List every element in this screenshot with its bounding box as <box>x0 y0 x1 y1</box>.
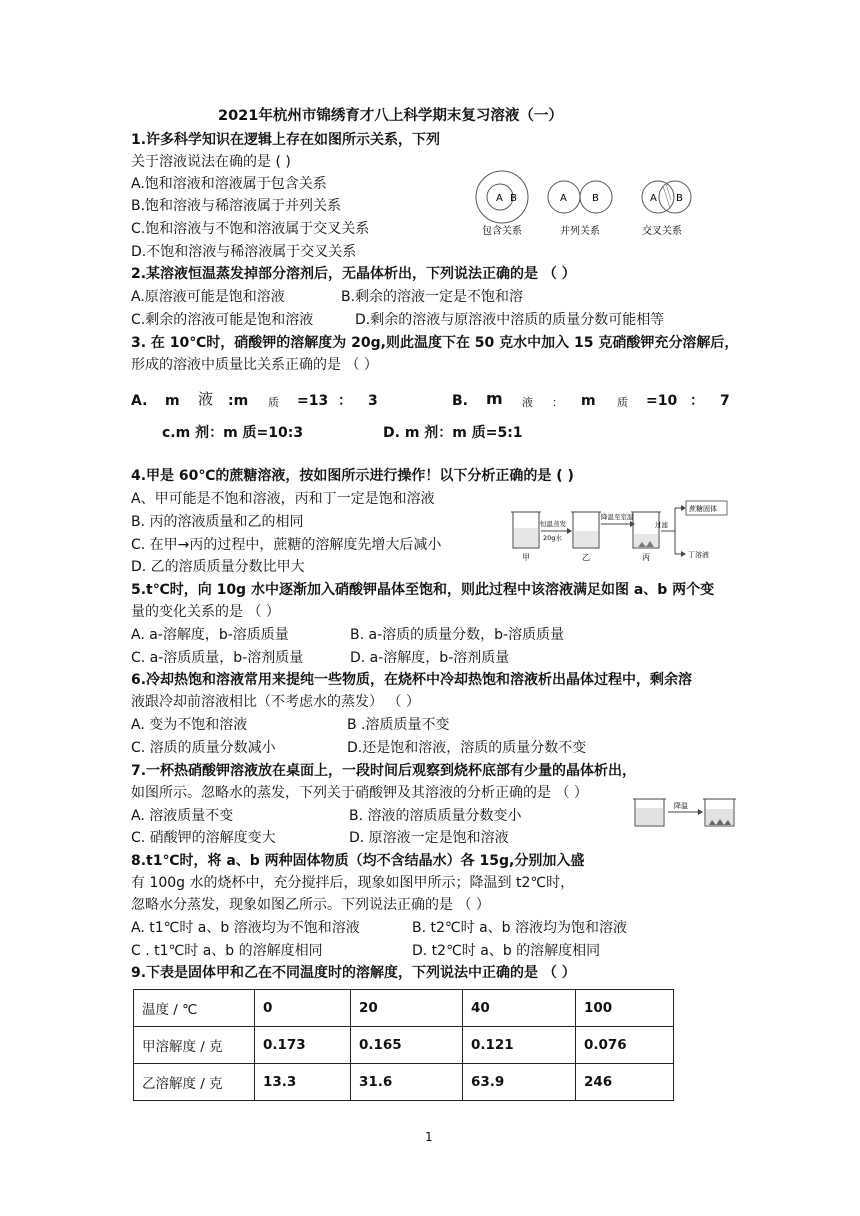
step-evaporate-label: 恒温蒸发 <box>540 520 566 528</box>
intersect-caption: 交叉关系 <box>642 226 682 237</box>
q4-process-diagram <box>505 498 730 566</box>
q2-option-a: A.原溶液可能是饱和溶液 <box>131 289 285 305</box>
q8-option-b: B. t2℃时 a、b 溶液均为饱和溶液 <box>412 920 627 936</box>
q7-stem-line1: 7.一杯热硝酸钾溶液放在桌面上，一段时间后观察到烧杯底部有少量的晶体析出， <box>131 763 637 779</box>
q3-b-solution: 液 <box>522 396 533 409</box>
table-header-yi: 乙溶解度 / 克 <box>134 1064 255 1101</box>
q6-stem-line1: 6.冷却热饱和溶液常用来提纯一些物质，在烧杯中冷却热饱和溶液析出晶体过程中，剩余溶 <box>131 672 693 688</box>
q4-stem: 4.甲是 60℃的蔗糖溶液，按如图所示进行操作！以下分析正确的是 ( ) <box>131 468 574 484</box>
table-header-jia: 甲溶解度 / 克 <box>134 1027 255 1064</box>
q3-a-m2: :m <box>228 393 249 409</box>
q2-option-d: D.剩余的溶液与原溶液中溶质的质量分数可能相等 <box>355 312 665 328</box>
q4-option-b: B. 丙的溶液质量和乙的相同 <box>131 514 304 530</box>
q3-b-10: =10 <box>646 393 678 409</box>
q3-option-c: c.m 剂：m 质=10:3 <box>162 425 304 441</box>
step-evaporate-sub: 20g水 <box>543 534 562 542</box>
q9-stem: 9.下表是固体甲和乙在不同温度时的溶解度，下列说法中正确的是 （ ） <box>131 965 576 981</box>
table-row <box>134 1064 674 1101</box>
q8-option-a: A. t1℃时 a、b 溶液均为不饱和溶液 <box>131 920 360 936</box>
q8-option-d: D. t2℃时 a、b 的溶解度相同 <box>412 943 601 959</box>
table-row <box>134 1027 674 1064</box>
table-cell: 13.3 <box>255 1064 351 1101</box>
beaker-label-yi: 乙 <box>582 553 590 562</box>
parallel-label-b: B <box>592 193 599 204</box>
q3-b-colon2: ： <box>690 393 704 409</box>
q3-a-3: 3 <box>368 393 378 409</box>
q1-option-d: D.不饱和溶液与稀溶液属于交叉关系 <box>131 244 357 260</box>
intersect-label-a: A <box>650 193 657 204</box>
q3-a-colon: ： <box>338 393 352 409</box>
intersect-label-b: B <box>676 193 683 204</box>
q6-option-c: C. 溶质的质量分数减小 <box>131 740 276 756</box>
q1-option-c: C.饱和溶液与不饱和溶液属于交叉关系 <box>131 221 370 237</box>
table-row <box>134 990 674 1027</box>
document-title: 2021年杭州市锦绣育才八上科学期末复习溶液（一） <box>218 108 563 124</box>
q4-option-c: C. 在甲→丙的过程中，蔗糖的溶解度先增大后减小 <box>131 537 442 553</box>
step-cool-label: 降温至室温 <box>601 513 634 521</box>
q8-stem-line1: 8.t1℃时，将 a、b 两种固体物质（均不含结晶水）各 15g,分别加入盛 <box>131 853 585 869</box>
include-caption: 包含关系 <box>482 226 522 237</box>
q4-option-a: A、甲可能是不饱和溶液，丙和丁一定是饱和溶液 <box>131 491 435 507</box>
table-cell: 0.121 <box>463 1027 576 1064</box>
q3-b-letter: B. <box>452 393 468 409</box>
q3-b-solute: 质 <box>617 396 628 409</box>
q6-option-a: A. 变为不饱和溶液 <box>131 717 248 733</box>
q3-option-d: D. m 剂：m 质=5:1 <box>383 425 523 441</box>
q5-option-d: D. a-溶解度，b-溶剂质量 <box>350 650 510 666</box>
q8-stem-line2: 有 100g 水的烧杯中，充分搅拌后，现象如图甲所示；降温到 t2℃时， <box>131 875 575 891</box>
include-label-a: A <box>496 193 503 204</box>
output-solution-label: 丁溶液 <box>688 551 709 559</box>
q3-stem-line2: 形成的溶液中质量比关系正确的是 （ ） <box>131 357 378 373</box>
parallel-caption: 并列关系 <box>560 226 600 237</box>
q3-stem-line1: 3. 在 10℃时，硝酸钾的溶解度为 20g,则此温度下在 50 克水中加入 15 克硝酸钾充分溶解后， <box>131 335 739 351</box>
q3-b-7: 7 <box>720 393 730 409</box>
q7-option-d: D. 原溶液一定是饱和溶液 <box>349 830 509 846</box>
q1-option-b: B.饱和溶液与稀溶液属于并列关系 <box>131 198 342 214</box>
table-cell: 0.173 <box>255 1027 351 1064</box>
q1-relation-diagram <box>470 168 710 240</box>
q1-stem-line1: 1.许多科学知识在逻辑上存在如图所示关系，下列 <box>131 132 441 148</box>
include-label-b: B <box>510 193 517 204</box>
beaker-label-jia: 甲 <box>522 553 530 562</box>
parallel-label-a: A <box>560 193 567 204</box>
solubility-table <box>133 989 674 1101</box>
q6-option-d: D.还是饱和溶液，溶质的质量分数不变 <box>347 740 587 756</box>
q2-option-b: B.剩余的溶液一定是不饱和溶 <box>341 289 524 305</box>
table-cell: 0 <box>255 990 351 1027</box>
q3-a-solution: 液 <box>198 390 214 408</box>
step-filter-label: 过滤 <box>655 521 668 529</box>
q7-option-c: C. 硝酸钾的溶解度变大 <box>131 830 276 846</box>
q7-cooling-diagram <box>632 794 737 830</box>
q3-a-solute: 质 <box>268 396 279 409</box>
q5-option-c: C. a-溶质质量，b-溶剂质量 <box>131 650 304 666</box>
q5-stem-line2: 量的变化关系的是 （ ） <box>131 604 280 620</box>
table-cell: 0.076 <box>576 1027 674 1064</box>
table-cell: 100 <box>576 990 674 1027</box>
q7-stem-line2: 如图所示。忽略水的蒸发，下列关于硝酸钾及其溶液的分析正确的是 （ ） <box>131 785 588 801</box>
q4-option-d: D. 乙的溶质质量分数比甲大 <box>131 559 305 575</box>
q1-option-a: A.饱和溶液和溶液属于包含关系 <box>131 176 327 192</box>
table-cell: 246 <box>576 1064 674 1101</box>
table-cell: 20 <box>351 990 463 1027</box>
q3-b-m: m <box>486 389 503 408</box>
output-solid-label: 蔗糖固体 <box>689 505 717 513</box>
beaker-label-bing: 丙 <box>642 553 650 562</box>
q1-stem-line2: 关于溶液说法在确的是 ( ) <box>131 154 291 170</box>
intersect-circle-a <box>642 181 674 213</box>
q5-stem-line1: 5.t℃时，向 10g 水中逐渐加入硝酸钾晶体至饱和，则此过程中该溶液满足如图 a、b 两个变 <box>131 582 715 598</box>
q3-a-letter: A. <box>131 393 148 409</box>
q2-stem: 2.某溶液恒温蒸发掉部分溶剂后，无晶体析出，下列说法正确的是 （ ） <box>131 266 576 282</box>
q7-option-b: B. 溶液的溶质质量分数变小 <box>349 808 522 824</box>
table-cell: 40 <box>463 990 576 1027</box>
q7-option-a: A. 溶液质量不变 <box>131 808 234 824</box>
table-cell: 0.165 <box>351 1027 463 1064</box>
q6-stem-line2: 液跟冷却前溶液相比（不考虑水的蒸发） （ ） <box>131 694 420 710</box>
q5-option-a: A. a-溶解度，b-溶质质量 <box>131 627 289 643</box>
q8-stem-line3: 忽略水分蒸发，现象如图乙所示。下列说法正确的是 （ ） <box>131 897 490 913</box>
q6-option-b: B .溶质质量不变 <box>347 717 450 733</box>
q3-a-m: m <box>165 393 180 409</box>
q2-option-c: C.剩余的溶液可能是饱和溶液 <box>131 312 314 328</box>
table-cell: 31.6 <box>351 1064 463 1101</box>
q8-option-c: C . t1℃时 a、b 的溶解度相同 <box>131 943 323 959</box>
q3-a-13: =13 <box>297 393 329 409</box>
table-header-temperature: 温度 / ℃ <box>134 990 255 1027</box>
table-cell: 63.9 <box>463 1064 576 1101</box>
cool-down-label: 降温 <box>674 802 688 810</box>
page-number: 1 <box>425 1130 433 1144</box>
q3-b-colon1: ： <box>552 396 563 409</box>
intersect-circle-b <box>659 181 691 213</box>
q3-b-m2: m <box>581 393 596 409</box>
q5-option-b: B. a-溶质的质量分数，b-溶质质量 <box>350 627 565 643</box>
